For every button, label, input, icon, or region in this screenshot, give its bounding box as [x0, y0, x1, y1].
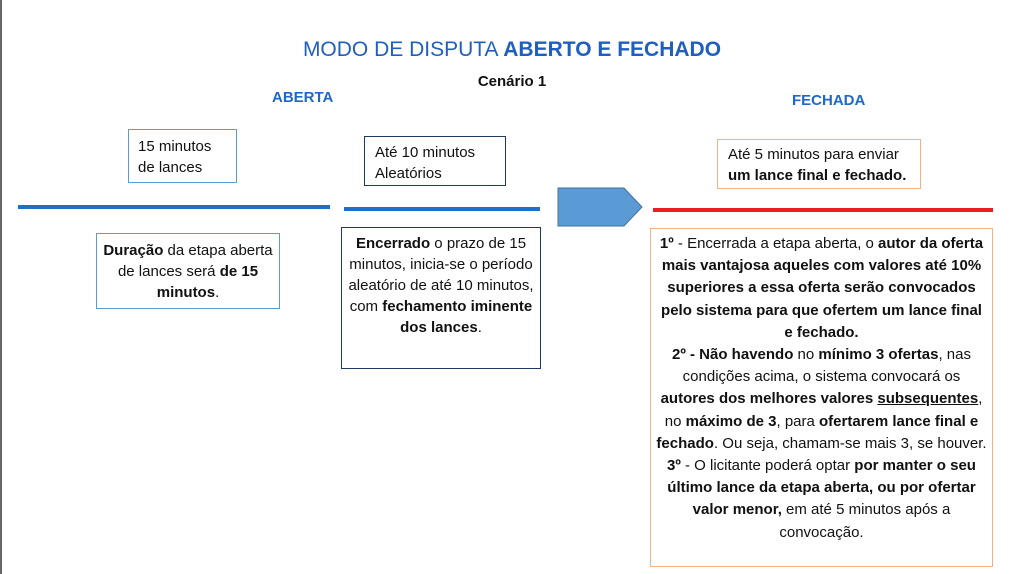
box-ate-10-minutos	[364, 136, 506, 186]
box-ate-5-line1: Até 5 minutos para enviar	[728, 146, 899, 163]
box-15-minutos	[128, 129, 237, 183]
regra-3: 3º - O licitante poderá optar por manter o seu último lance da etapa aberta, ou por ofertar valor menor, em até 5 minutos após a convocação.	[667, 457, 976, 541]
page-subtitle: Cenário 1	[477, 73, 547, 90]
heading-fechada: FECHADA	[792, 92, 866, 109]
box-ate-5-line2: um lance final e fechado.	[728, 167, 907, 184]
arrow-right-icon	[556, 186, 644, 228]
page-title: MODO DE DISPUTA ABERTO E FECHADO	[302, 38, 722, 61]
box-fechada-regras	[650, 228, 993, 567]
box-15-minutos-line1: 15 minutos	[138, 138, 212, 155]
box-ate-10-line2: Aleatórios	[375, 165, 442, 182]
box-ate-10-line1: Até 10 minutos	[375, 144, 476, 161]
box-duracao: Duração da etapa aberta de lances será de 15 minutos.	[96, 233, 280, 309]
box-15-minutos-line2: de lances	[138, 159, 203, 176]
timeline-aleatorio-line	[344, 207, 540, 211]
box-ate-5-minutos	[717, 139, 921, 189]
regra-1: 1º - Encerrada a etapa aberta, o autor da oferta mais vantajosa aqueles com valores até 10% superiores a essa oferta serão convocados pelo sistema para que ofertem um lance final e fechado.	[659, 235, 984, 341]
heading-aberta: ABERTA	[272, 89, 334, 106]
timeline-fechada-line	[653, 208, 993, 212]
timeline-aberta-line	[18, 205, 330, 209]
box-encerrado: Encerrado o prazo de 15 minutos, inicia-se o período aleatório de até 10 minutos, com fechamento iminente dos lances.	[341, 227, 541, 369]
regra-2: 2º - Não havendo no mínimo 3 ofertas, nas condições acima, o sistema convocará os autores dos melhores valores subsequentes, no máximo de 3, para ofertarem lance final e fechado. Ou seja, chamam-se mais 3, se houver.	[656, 346, 987, 452]
